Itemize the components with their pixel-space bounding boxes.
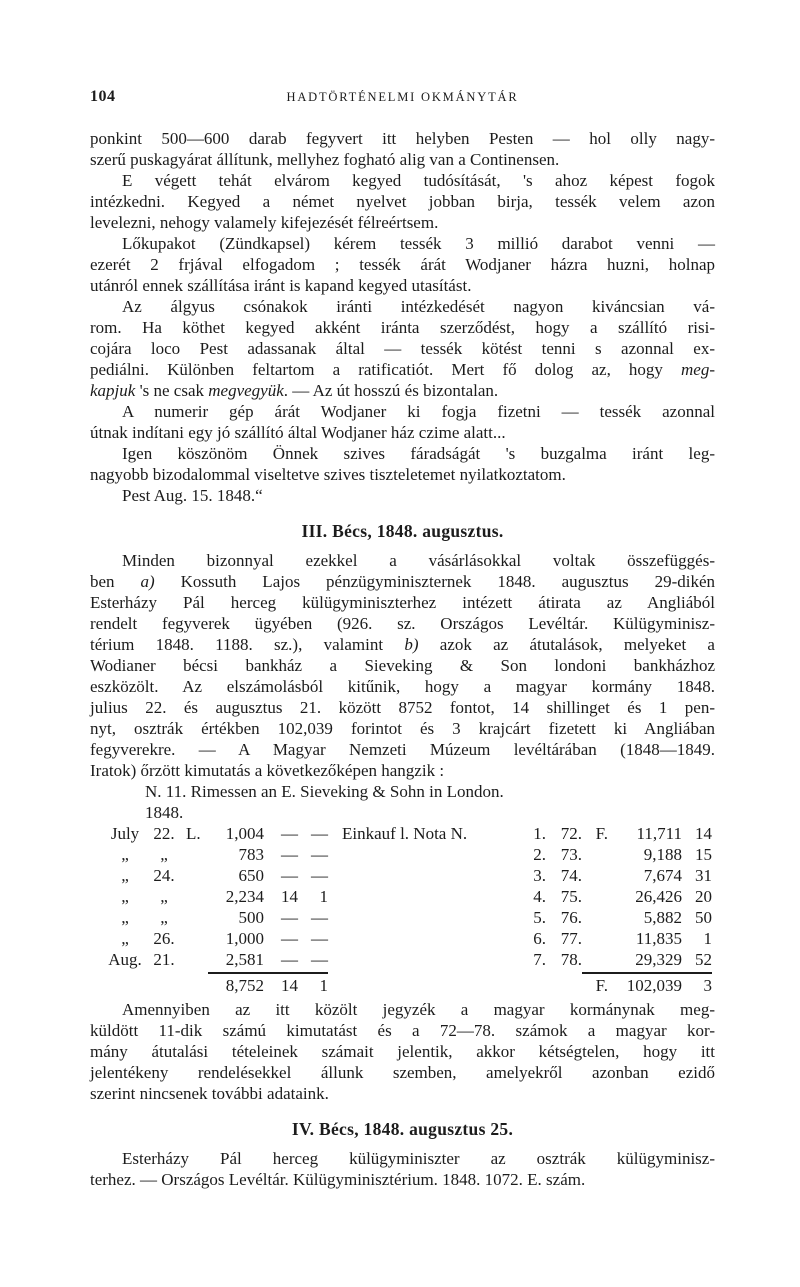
ledger-cell-florin-amount: 11,711 <box>636 824 682 843</box>
text-line: A numerir gép árát Wodjaner ki fogja fizetni — tessék azonnal <box>122 402 715 421</box>
ledger-cell-transfer-no: 78. <box>560 950 582 969</box>
paragraph <box>90 170 715 233</box>
ledger-row <box>104 865 715 886</box>
ledger-cell-amount: 783 <box>238 845 264 864</box>
paragraph <box>90 233 715 296</box>
text-line: ben a) Kossuth Lajos pénzügyminiszternek 1848. augusztus 29-dikén <box>90 572 715 591</box>
ledger-cell-florin: F. <box>595 824 608 843</box>
ledger-cell-florin-amount: 11,835 <box>635 929 682 948</box>
ledger-cell-amount: 8,752 <box>208 972 264 996</box>
ledger-cell-kreuzer: 52 <box>695 950 712 969</box>
ledger-cell-currency: L. <box>186 824 201 843</box>
ledger-cell-pence: — <box>311 866 328 885</box>
ledger-cell-florin <box>582 949 608 970</box>
ledger-cell-florin <box>582 865 608 886</box>
text-line: nagyobb bizodalommal viseltetve szives tiszteletemet nyilatkoztatom. <box>90 465 566 484</box>
ledger-cell-kreuzer: 3 <box>682 972 712 996</box>
ledger-cell-note <box>328 972 518 996</box>
ledger-cell-month: „ <box>121 908 129 927</box>
text-line: rom. Ha köthet kegyed akként iránta szerződést, hogy a szállító risi- <box>90 318 715 337</box>
ledger-cell-note <box>328 844 518 865</box>
ledger-cell-day: 26. <box>153 929 175 948</box>
ledger-cell-note <box>328 928 518 949</box>
ledger-cell-currency <box>182 865 208 886</box>
section-heading: III. Bécs, 1848. augusztus. <box>301 521 504 541</box>
ledger-cell-day: 24. <box>153 866 175 885</box>
ledger-cell-amount: 1,000 <box>225 929 264 948</box>
ledger-cell-month: „ <box>121 929 129 948</box>
ledger-cell-kreuzer: 31 <box>695 866 712 885</box>
ledger-cell-month: July <box>110 824 140 843</box>
ledger-cell-item-no <box>518 972 546 996</box>
text-line: ezerét 2 frjával elfogadom ; tessék árát Wodjaner házra huzni, holnap <box>90 255 715 274</box>
text-line: terhez. — Országos Levéltár. Külügyminisztérium. 1848. 1072. E. szám. <box>90 1170 586 1189</box>
text-line: ponkint 500—600 darab fegyvert itt helyben Pesten — hol olly nagy- <box>90 129 715 148</box>
paragraph <box>90 1148 715 1190</box>
text-line: 1848. <box>145 803 184 822</box>
text-line: pediálni. Különben feltartom a ratificatiót. Mert fő dolog az, hogy meg- <box>90 360 715 379</box>
text-line: E végett tehát elvárom kegyed tudósítását, 's ahoz képest fogok <box>122 171 715 190</box>
text-line: nyt, osztrák értékben 102,039 forintot és 3 krajcárt fizetett ki Angliában <box>90 719 715 738</box>
ledger-row <box>104 928 715 949</box>
ledger-cell-transfer-no: 72. <box>560 824 582 843</box>
ledger-cell-day <box>146 972 182 996</box>
ledger-cell-transfer-no: 75. <box>560 887 582 906</box>
ledger-cell-florin-amount: 7,674 <box>643 866 682 885</box>
ledger-cell-kreuzer: 14 <box>695 824 712 843</box>
ledger-cell-amount: 1,004 <box>225 824 264 843</box>
ledger-cell-item-no: 3. <box>533 866 546 885</box>
ledger-cell-transfer-no: 76. <box>560 908 582 927</box>
ledger-row <box>104 907 715 928</box>
ledger-cell-shillings: — <box>281 845 298 864</box>
text-line: Esterházy Pál herceg külügyminiszterhez intézett átirata az Angliából <box>90 593 715 612</box>
ledger-cell-day: „ <box>160 887 168 906</box>
ledger-cell-transfer-no: 77. <box>560 929 582 948</box>
ledger-cell-day: 22. <box>153 824 175 843</box>
ledger-cell-transfer-no: 73. <box>560 845 582 864</box>
ledger-cell-item-no: 1. <box>533 824 546 843</box>
text-line: rendelt fegyverek ügyében (926. sz. Országos Levéltár. Külügyminisz- <box>90 614 715 633</box>
ledger-cell-pence: — <box>311 929 328 948</box>
ledger-cell-kreuzer: 15 <box>695 845 712 864</box>
ledger-cell-pence: — <box>311 908 328 927</box>
ledger-cell-shillings: — <box>281 866 298 885</box>
ledger-cell-item-no: 6. <box>533 929 546 948</box>
section-heading: IV. Bécs, 1848. augusztus 25. <box>291 1119 514 1139</box>
ledger-cell-month: „ <box>121 887 129 906</box>
text-line: Iratok) őrzött kimutatás a következőképen hangzik : <box>90 761 445 780</box>
text-line: Pest Aug. 15. 1848.“ <box>122 486 263 505</box>
ledger-table <box>104 823 715 996</box>
paragraph <box>90 296 715 401</box>
ledger-cell-florin: F. <box>582 972 608 996</box>
ledger-cell-currency <box>182 844 208 865</box>
ledger-cell-shillings: 14 <box>281 887 298 906</box>
paragraph <box>90 781 715 823</box>
running-title: HADTÖRTÉNELMI OKMÁNYTÁR <box>286 90 519 104</box>
ledger-cell-currency <box>182 928 208 949</box>
ledger-row <box>104 886 715 907</box>
text-line: Lőkupakot (Zündkapsel) kérem tessék 3 millió darabot venni — <box>122 234 715 253</box>
ledger-cell-transfer-no <box>546 972 582 996</box>
text-line: mány átutalási tételeinek számait jelentik, akkor kétségtelen, hogy itt <box>90 1042 715 1061</box>
ledger-cell-currency <box>182 886 208 907</box>
ledger-cell-pence: — <box>311 845 328 864</box>
text-line: térium 1848. 1188. sz.), valamint b) azok az átutalások, melyeket a <box>90 635 715 654</box>
paragraph <box>90 401 715 443</box>
ledger-row <box>104 844 715 865</box>
ledger-cell-pence: — <box>311 950 328 969</box>
ledger-cell-note: Einkauf l. Nota N. <box>342 824 468 843</box>
ledger-cell-month: Aug. <box>108 950 142 969</box>
ledger-cell-transfer-no: 74. <box>560 866 582 885</box>
text-line: eszközölt. Az elszámolásból kitűnik, hogy a magyar kormány 1848. <box>90 677 715 696</box>
text-line: szerint nincsenek további adataink. <box>90 1084 329 1103</box>
ledger-cell-florin-amount: 5,882 <box>643 908 682 927</box>
text-line: N. 11. Rimessen an E. Sieveking & Sohn in London. <box>145 782 504 801</box>
ledger-cell-currency <box>182 972 208 996</box>
ledger-cell-currency <box>182 907 208 928</box>
ledger-cell-day: „ <box>160 908 168 927</box>
paragraph <box>90 550 715 781</box>
text-line: útnak indítani egy jó szállító által Wodjaner ház czime alatt... <box>90 423 506 442</box>
ledger-cell-florin-amount: 9,188 <box>643 845 682 864</box>
ledger-row <box>104 823 715 844</box>
ledger-cell-florin <box>582 886 608 907</box>
ledger-cell-currency <box>182 949 208 970</box>
ledger-cell-day: „ <box>160 845 168 864</box>
text-line: Minden bizonnyal ezekkel a vásárlásokkal voltak összefüggés- <box>122 551 715 570</box>
paragraph <box>90 999 715 1104</box>
ledger-cell-shillings: 14 <box>264 972 298 996</box>
ledger-cell-amount: 500 <box>238 908 264 927</box>
ledger-cell-shillings: — <box>281 929 298 948</box>
ledger-cell-shillings: — <box>281 950 298 969</box>
text-line: cojára loco Pest adassanak által — tessék kötést tenni s azonnal ex- <box>90 339 715 358</box>
ledger-row <box>104 949 715 970</box>
paragraph <box>90 128 715 170</box>
ledger-cell-pence: 1 <box>298 972 328 996</box>
text-line: intézkedni. Kegyed a német nyelvet jobban birja, tessék velem azon <box>90 192 715 211</box>
ledger-cell-kreuzer: 1 <box>703 929 712 948</box>
ledger-cell-item-no: 2. <box>533 845 546 864</box>
ledger-total-row <box>104 972 715 996</box>
ledger-cell-amount: 2,581 <box>225 950 264 969</box>
ledger-cell-amount: 650 <box>238 866 264 885</box>
ledger-cell-item-no: 7. <box>533 950 546 969</box>
ledger-cell-day: 21. <box>153 950 175 969</box>
ledger-cell-pence: 1 <box>319 887 328 906</box>
ledger-cell-kreuzer: 20 <box>695 887 712 906</box>
text-line: Az álgyus csónakok iránti intézkedését nagyon kiváncsian vá- <box>122 297 715 316</box>
text-line: szerű puskagyárat állítunk, mellyhez fogható alig van a Continensen. <box>90 150 560 169</box>
ledger-cell-pence: — <box>311 824 328 843</box>
ledger-cell-item-no: 5. <box>533 908 546 927</box>
text-line: jelentékeny rendelésekkel állunk szemben, amelyekről azonban ezidő <box>90 1063 715 1082</box>
page-number: 104 <box>90 88 116 105</box>
text-line: fegyverekre. — A Magyar Nemzeti Múzeum levéltárában (1848—1849. <box>90 740 715 759</box>
ledger-cell-month: „ <box>121 845 129 864</box>
ledger-cell-shillings: — <box>281 824 298 843</box>
text-line: Wodianer bécsi bankház a Sieveking & Son londoni bankházhoz <box>90 656 715 675</box>
text-line: levelezni, nehogy valamely kifejezését félreértsem. <box>90 213 439 232</box>
ledger-cell-shillings: — <box>281 908 298 927</box>
text-line: Esterházy Pál herceg külügyminiszter az osztrák külügyminisz- <box>122 1149 715 1168</box>
ledger-cell-note <box>328 907 518 928</box>
ledger-cell-month <box>104 972 146 996</box>
ledger-cell-florin-amount: 26,426 <box>635 887 682 906</box>
text-line: utánról ennek szállítása iránt is kapand kegyed utasítást. <box>90 276 472 295</box>
text-line: Amennyiben az itt közölt jegyzék a magyar kormánynak meg- <box>122 1000 715 1019</box>
ledger-cell-item-no: 4. <box>533 887 546 906</box>
ledger-cell-florin-amount: 29,329 <box>635 950 682 969</box>
page-header <box>90 88 715 110</box>
ledger-cell-florin <box>582 844 608 865</box>
ledger-cell-florin <box>582 928 608 949</box>
ledger-cell-note <box>328 949 518 970</box>
paragraph <box>90 443 715 506</box>
ledger-cell-month: „ <box>121 866 129 885</box>
text-line: Igen köszönöm Önnek szives fáradságát 's buzgalma iránt leg- <box>122 444 715 463</box>
text-line: kapjuk 's ne csak megvegyük. — Az út hosszú és bizontalan. <box>90 381 499 400</box>
text-line: küldött 11-dik számú kimutatást és a 72—78. számok a magyar kor- <box>90 1021 715 1040</box>
ledger-cell-kreuzer: 50 <box>695 908 712 927</box>
ledger-cell-florin-amount: 102,039 <box>608 972 682 996</box>
ledger-cell-florin <box>582 907 608 928</box>
ledger-cell-note <box>328 886 518 907</box>
ledger-cell-amount: 2,234 <box>225 887 264 906</box>
ledger-cell-note <box>328 865 518 886</box>
text-line: julius 22. és augusztus 21. között 8752 fontot, 14 shillinget és 1 pen- <box>90 698 715 717</box>
document-body <box>90 128 715 1190</box>
